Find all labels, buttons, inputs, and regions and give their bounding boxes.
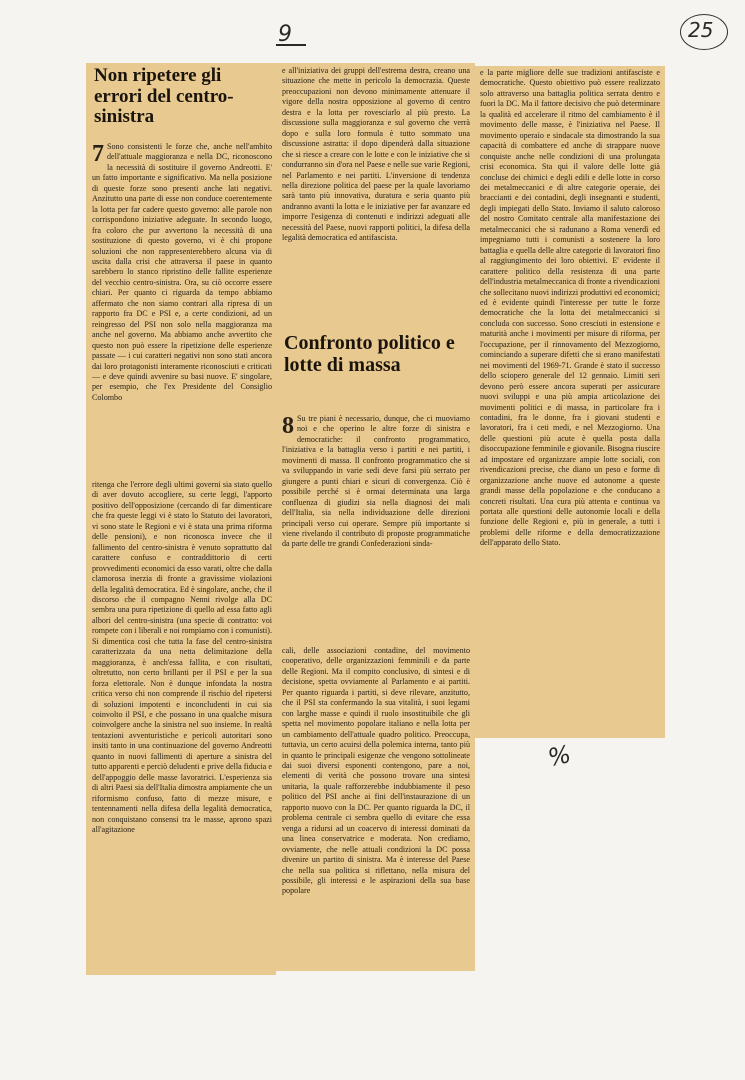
handwritten-mark: % [545,739,574,773]
article-1-text-a-top: Sono consistenti le forze che, anche nell'ambito dell'attuale maggioranza e nella DC, riconoscono la necessità di sostituire il governo Andreotti. E' un fatto importante e significativo. Ma nella posizione di queste forze sono presenti anche lati negativi. Anzitutto una parte di esse non conduce coerentemente la lotta per far cadere questo governo: alle parole non corrispondono iniziative adeguate. In secondo luogo, fra coloro che pur avvertono la necessità di una sostituzione di questo governo, vi è chi propone soluzioni che non rappresenterebbero alcuna via di uscita dalla crisi che attraversa il paese in quanto sarebbero lo stanco ripristino delle fallite esperienze del vecchio centro-sinistra. Ora, su ciò occorre essere chiari. Per quanto ci riguarda da tempo abbiamo affermato che non siamo contrari alla ripresa di un rapporto fra DC e PSI e, a certe condizioni, ad un reingresso del PSI non solo nella maggioranza ma anche nel governo. Ma abbiamo anche avvertito che questo non può essere la ripetizione delle esperienze passate — i cui caratteri negativi non sono stati ancora dai loro protagonisti interamente riconosciuti e criticati — e deve quindi avvenire su basi nuove. E' singolare, per esempio, che l'ex Presidente del Consiglio Colombo [92,142,272,402]
article-1-column-a-bottom [92,480,272,972]
article-2-text-c: e la parte migliore delle sue tradizioni antifasciste e democratiche. Questo obiettivo può essere realizzato solo attraverso una battaglia politica serrata dentro e fuori la DC. Ma il fattore decisivo che può determinare la qualità ed accelerare il ritmo del cambiamento è il movimento delle masse, è l'iniziativa nel Paese. Il movimento operaio e sindacale sta dimostrando la sua capacità di combattere ed anche di strappare nuove conquiste anche nelle condizioni di una prolungata crisi economica. Sta qui il valore delle lotte già concluse dei chimici e degli edili e delle lotte in corso dei metalmeccanici e di altre categorie operaie, dei braccianti e dei contadini, degli insegnanti e studenti, degli impiegati dello Stato. Inviamo il saluto caloroso del nostro Comitato centrale alla manifestazione dei metalmeccanici che si radunano a Roma venerdì ed impegniamo tutti i comunisti a sostenere la loro battaglia e quella delle altre categorie di lavoratori fino al raggiungimento dei loro obiettivi. E' evidente il carattere politico della resistenza di una parte dell'industria metalmeccanica di fronte a rivendicazioni che sollecitano nuovi indirizzi produttivi ed economici; ed è evidente quindi l'interesse per tutte le forze democratiche che la lotta dei metalmeccanici si concluda con successo. Sono cresciuti in estensione e maturità anche i movimenti per misure di riforma, per l'occupazione, per il rinnovamento del Mezzogiorno, cominciando a superare difetti che si erano manifestati nei movimenti del 1969-71. Grande è stato il successo dello sciopero generale del 12 gennaio. Limiti seri devono però essere ancora superati per assicurare nuovi sviluppi e una più ampia articolazione dei movimenti politici e di massa, in particolare fra i contadini, fra le donne, fra i giovani studenti e lavoratori, fra i ceti medi, e nel Mezzogiorno. Una delle questioni più acute è quella posta dalla disoccupazione femminile e giovanile. Bisogna riuscire ad impostare ed organizzare ampie lotte sociali, con rivendicazioni precise, che diano un peso e forme di organizzazione anche nuove ed autonome a queste grandi masse della popolazione e che conducano a concreti risultati. Una cura più attenta e continua va portata alle questioni delle autonomie locali e della funzione delle Regioni e, più in generale, a tutti i problemi delle riforme e della democratizzazione dell'apparato dello Stato. [480,68,660,548]
article-2-headline: Confronto politico e lotte di massa [284,332,455,376]
article-2-column-c [480,68,660,734]
section-number-7: 7 [92,142,104,167]
article-2-column-b-bottom [282,646,470,968]
article-1-column-a-top [92,142,272,480]
handwritten-folio-number: 25 [688,18,714,42]
handwritten-underline [276,44,306,46]
article-1-text-a-bottom: ritenga che l'errore degli ultimi governi sia stato quello di aver dovuto accogliere, su certe leggi, l'apporto positivo dell'opposizione (cercando di far dimenticare che fra queste leggi vi è stato lo Statuto dei lavoratori, vi sono state le Regioni e vi è stata una prima riforma delle pensioni), e non riconosca invece che il fallimento del centro-sinistra è venuto soprattutto dal carattere confuso e contraddittorio di certi provvedimenti economici da esso varati, oltre che dalla clamorosa inerzia di fronte a gravissime violazioni della legalità democratica. Ed è singolare, anche, che il discorso che il compagno Nenni rivolge alla DC sembra una pura ripetizione di quello ad essa fatto agli albori del centro-sinistra (una specie di contratto: voi rompete con i liberali e noi rompiamo con i comunisti). Si dimentica così che tutta la fase del centro-sinistra caratterizzata da una netta delimitazione della maggioranza, è anch'essa fallita, e con risultati, oltretutto, non certo brillanti per il PSI e per la sua forza elettorale. Non è dunque infondata la nostra critica verso chi non comprende il rischio del ripetersi di soluzioni impotenti e inconcludenti in cui sia coinvolto il PSI, e che possano in una qualche misura coinvolgere anche la sinistra nel suo insieme. In realtà tentazioni avventuristiche e pericoli autoritari sono insiti tanto in una continuazione del governo Andreotti quanto in nuovi fallimenti di aperture a sinistra del tutto apparenti e perciò deludenti e prive della fiducia e dell'appoggio delle masse lavoratrici. L'esperienza sia di altri Paesi sia dell'Italia dimostra ampiamente che un riformismo confuso, fatto di mezze misure, e tentennamenti nella difesa della legalità democratica, non conquistano consensi tra le masse, aprono spazi all'agitazione [92,480,272,834]
article-1-headline: Non ripetere gli errori del centro-sinistra [94,65,234,127]
article-2-text-b-bottom: cali, delle associazioni contadine, del movimento cooperativo, delle organizzazioni femminili e da parte delle Regioni. Ma il compito conclusivo, di sintesi e di decisione, spetta ovviamente al Parlamento e ai partiti. Per quanto riguarda i partiti, si deve rilevare, anzitutto, che il PSI sta confermando la sua vitalità, i suoi legami con larghe masse e quindi il ruolo insostituibile che gli spetta nel movimento popolare italiano e nella lotta per un cambiamento dell'attuale quadro politico. Preoccupa, tuttavia, un certo acuirsi della polemica interna, tanto più in quanto le principali esigenze che vengono sottolineate dai suoi diversi esponenti contengono, pare a noi, elementi di verità che possono trovare una sintesi unitaria, la quale rafforzerebbe indubbiamente il peso politico del PSI anche ai fini dell'instaurazione di un rapporto nuovo con la DC. Per quanto riguarda la DC, il problema centrale ci sembra quello di evitare che essa venga a ridursi ad un coacervo di interessi dominati da una linea conservatrice e moderata. Non crediamo, ovviamente, che nelle attuali condizioni la DC possa divenire un partito di sinistra. Ma è interesse del Paese che nella sua politica si riflettano, nella misura del possibile, gli interessi e le aspirazioni della sua base popolare [282,646,470,896]
article-2-text-b-middle: Su tre piani è necessario, dunque, che ci muoviamo noi e che operino le altre forze di sinistra e democratiche: il confronto programmatico, l'iniziativa e la battaglia verso i partiti e nei partiti, i movimenti di massa. Il confronto programmatico che si va sviluppando in varie sedi deve farsi più serrato per giungere a punti chiari e sicuri di convergenza. Ciò è possibile perché si è ormai determinata una larga confluenza di giudizi sia nella diagnosi dei mali dell'Italia, sia nella individuazione delle direzioni principali verso cui operare. Sempre più importante si viene rivelando il contributo di proposte programmatiche da parte delle tre grandi Confederazioni sinda- [282,414,470,549]
handwritten-page-number: 9 [278,22,292,47]
article-1-column-b-top [282,66,470,324]
article-2-column-b-middle [282,414,470,646]
section-number-8: 8 [282,414,294,439]
article-1-text-b-top: e all'iniziativa dei gruppi dell'estrema destra, creano una situazione che mette in pericolo la democrazia. Queste preoccupazioni non devono minimamente attenuare il vigore della nostra opposizione al governo di centro destra e la lotta per rovesciarlo al più presto. La discussione sulla maggioranza e sul governo che verrà dopo e sulla loro formula è tutto sommato una discussione astratta: il dopo dipenderà dalla situazione che si riesce a creare con le lotte e con le iniziative che si condurranno sin d'ora nel Paese e nelle sue varie Regioni, nel Parlamento e nei partiti. L'inversione di tendenza nella direzione politica del paese per la quale lavoriamo sarà tanto più innovativa, duratura e seria quanto più andranno avanti la lotta e le iniziative per far avanzare ed imporre l'esigenza di contenuti e indirizzi adeguati alle necessità del Paese, nuovi rapporti politici, la difesa della legalità democratica ed antifascista. [282,66,470,243]
